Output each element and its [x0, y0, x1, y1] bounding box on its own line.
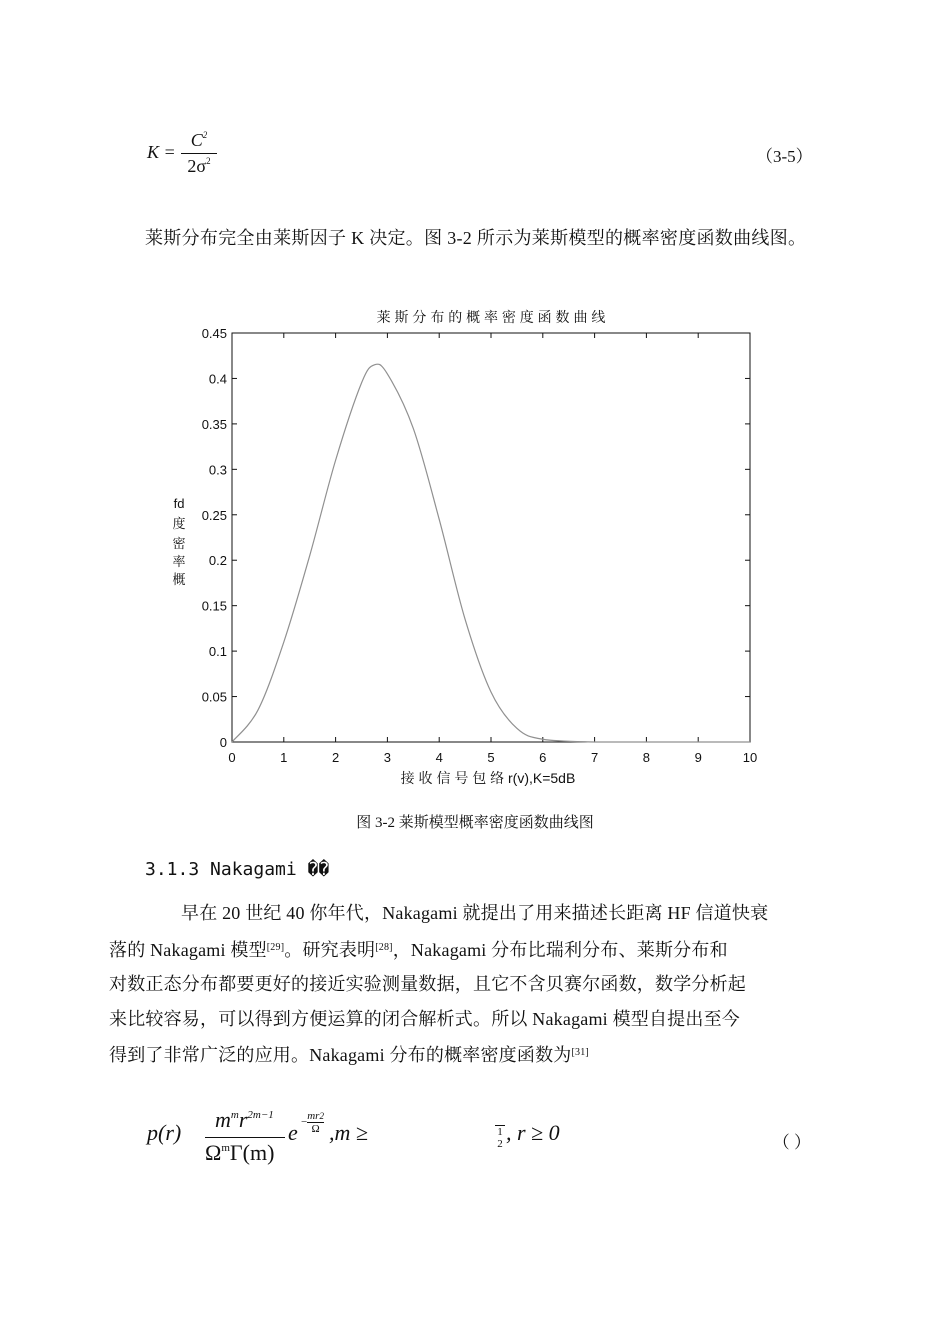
x-tick-label: 0 — [228, 750, 236, 765]
paragraph-line-5 — [109, 1045, 589, 1065]
y-tick-label: 0 — [219, 735, 227, 750]
equation-p-denominator — [205, 1140, 274, 1166]
exponent-minus: − — [301, 1116, 308, 1129]
exponent-fraction — [307, 1110, 324, 1135]
numerator-r: r — [238, 1107, 248, 1132]
y-label-char: 密 — [172, 536, 186, 551]
equation-number-nakagami: （ ） — [772, 1133, 811, 1152]
y-tick-label: 0.4 — [208, 371, 227, 387]
numerator-exponent: 2 — [202, 130, 208, 140]
equation-p-half — [495, 1125, 505, 1150]
numerator-m-exponent: m — [230, 1109, 239, 1121]
y-label-char: 概 — [172, 572, 186, 587]
half-numerator: 1 — [495, 1125, 505, 1138]
numerator-base: C — [190, 130, 203, 150]
paragraph-line-2-part-3: ，Nakagami 分布比瑞利分布、莱斯分布和 — [392, 939, 728, 960]
numerator-r-exponent: 2m−1 — [247, 1109, 274, 1121]
y-axis-label — [172, 496, 185, 587]
x-tick-label: 9 — [694, 750, 702, 765]
equation-p-lhs: p(r) — [147, 1120, 182, 1145]
x-tick-label: 8 — [642, 750, 651, 765]
chart-title: 莱 斯 分 布 的 概 率 密 度 函 数 曲 线 — [376, 309, 606, 325]
equation-p-condition-r: , r ≥ 0 — [506, 1120, 560, 1145]
section-heading: 3.1.3 Nakagami �� — [145, 859, 330, 880]
exponent-numerator-base: mr — [307, 1110, 320, 1122]
exponent-denominator: Ω — [311, 1123, 320, 1135]
equation-k-symbol: K — [147, 142, 160, 162]
citation-28[interactable]: [28] — [375, 941, 393, 953]
paragraph-line-4: 来比较容易，可以得到方便运算的闭合解析式。所以 Nakagami 模型自提出至今 — [109, 1008, 740, 1029]
citation-29[interactable]: [29] — [266, 941, 285, 953]
x-tick-label: 10 — [742, 750, 758, 765]
plot-frame — [232, 333, 750, 742]
equation-nakagami-pdf — [145, 1104, 605, 1174]
x-tick-label: 6 — [539, 750, 547, 765]
x-axis-ticks — [228, 333, 757, 765]
exponent-numerator — [307, 1110, 324, 1123]
figure-caption: 图 3-2 莱斯模型概率密度函数曲线图 — [356, 815, 594, 831]
y-label-char: 度 — [172, 516, 186, 531]
y-tick-label: 0.2 — [208, 553, 227, 569]
half-denominator: 2 — [497, 1138, 503, 1150]
paragraph-line-2 — [109, 940, 728, 960]
equation-p-exponential — [288, 1120, 298, 1146]
x-tick-label: 3 — [383, 750, 392, 765]
y-label-char: fd — [173, 496, 185, 511]
paragraph-body — [109, 896, 810, 1073]
y-tick-label: 0.35 — [201, 416, 227, 432]
y-tick-label: 0.05 — [201, 689, 227, 705]
equation-p-numerator — [215, 1107, 274, 1133]
denominator-exponent: 2 — [206, 156, 211, 166]
series-line-rice-pdf — [232, 364, 750, 742]
y-tick-label: 0.1 — [208, 644, 227, 660]
exponential-e: e — [288, 1120, 298, 1145]
rice-description-sentence: 莱斯分布完全由莱斯因子 K 决定。图 3-2 所示为莱斯模型的概率密度函数曲线图。 — [145, 228, 807, 248]
x-tick-label: 1 — [280, 750, 288, 765]
y-tick-label: 0.45 — [201, 326, 227, 341]
paragraph-line-5-part-1: 得到了非常广泛的应用。Nakagami 分布的概率密度函数为 — [109, 1045, 572, 1065]
nakagami-paragraph — [109, 896, 810, 1073]
y-label-char: 率 — [172, 554, 186, 569]
paragraph-line-3: 对数正态分布都要更好的接近实验测量数据，且它不含贝赛尔函数，数学分析起 — [109, 974, 746, 994]
denominator-omega: Ω — [205, 1140, 222, 1165]
numerator-m: m — [215, 1107, 231, 1132]
denominator-omega-exponent: m — [221, 1142, 230, 1154]
equation-p-fraction-bar — [205, 1137, 285, 1138]
paragraph-line-1: 早在 20 世纪 40 你年代，Nakagami 就提出了用来描述长距离 HF 信道快衰 — [181, 903, 769, 923]
equation-equals: = — [163, 142, 176, 162]
equation-p-condition-m: ,m ≥ — [329, 1120, 368, 1145]
y-axis-ticks — [202, 326, 750, 750]
equation-p-exponent — [301, 1110, 324, 1135]
x-tick-label: 4 — [435, 750, 443, 765]
denominator-gamma: Γ(m) — [229, 1140, 275, 1165]
x-tick-label: 2 — [331, 750, 340, 765]
citation-31[interactable]: [31] — [571, 1047, 589, 1058]
x-axis-label: 接 收 信 号 包 络 r(v),K=5dB — [400, 770, 576, 786]
y-tick-label: 0.25 — [201, 507, 227, 523]
exponent-numerator-sup: 2 — [319, 1111, 324, 1121]
paragraph-line-2-part-2: 。研究表明 — [284, 939, 376, 960]
y-tick-label: 0.15 — [201, 598, 227, 614]
x-tick-label: 7 — [590, 750, 599, 765]
equation-number-3-5: （3-5） — [756, 147, 813, 166]
paragraph-line-2-part-1: 落的 Nakagami 模型 — [109, 939, 267, 960]
denominator-base: 2σ — [187, 156, 207, 176]
y-tick-label: 0.3 — [208, 462, 227, 478]
x-tick-label: 5 — [487, 750, 495, 765]
